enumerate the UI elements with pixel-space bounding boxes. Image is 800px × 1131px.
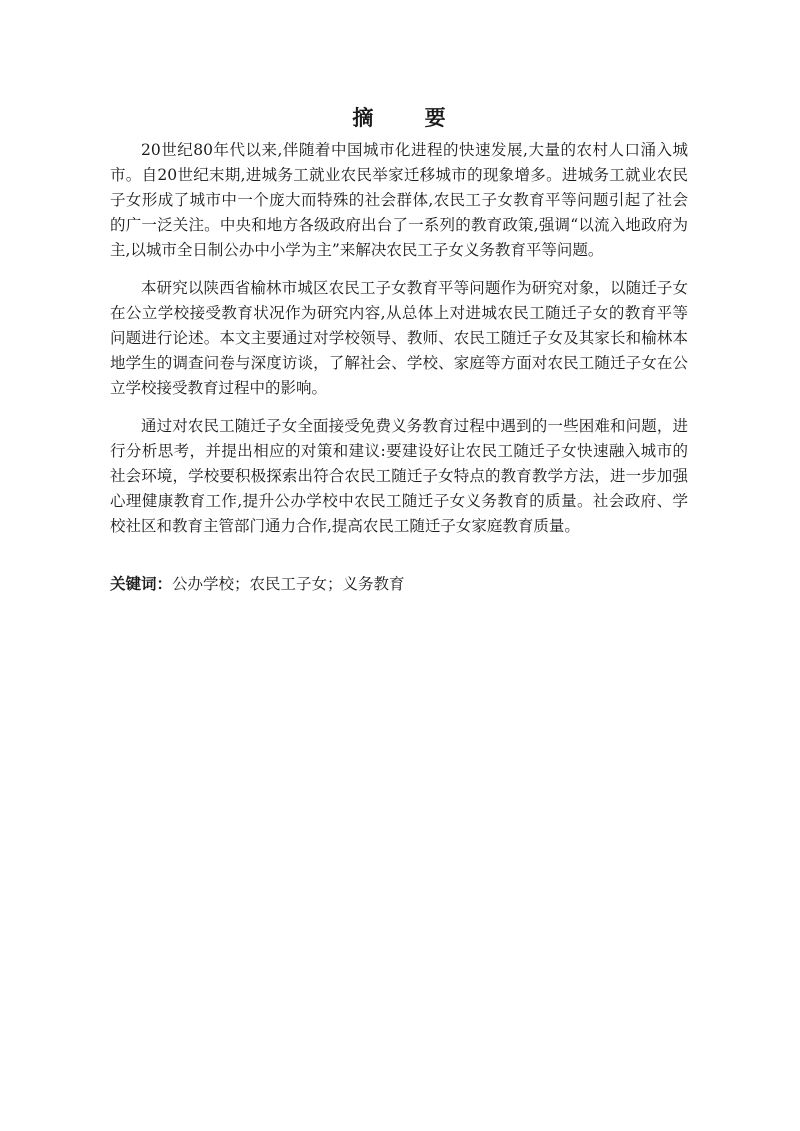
- keywords-label: 关键词：: [110, 575, 173, 593]
- abstract-page: [110, 100, 688, 597]
- abstract-title: 摘 要: [352, 106, 468, 130]
- abstract-paragraph-3: 通过对农民工随迁子女全面接受免费义务教育过程中遇到的一些困难和问题，进行分析思考，并提出相应的对策和建议:要建设好让农民工随迁子女快速融入城市的社会环境，学校要积极探索出符合农民工随迁子女特点的教育教学方法，进一步加强心理健康教育工作,提升公办学校中农民工随迁子女义务教育的质量。社会政府、学校社区和教育主管部门通力合作,提高农民工随迁子女家庭教育质量。: [110, 417, 688, 535]
- keywords-line: [110, 572, 688, 597]
- abstract-paragraph-2: 本研究以陕西省榆林市城区农民工子女教育平等问题作为研究对象，以随迁子女在公立学校接受教育状况作为研究内容,从总体上对进城农民工随迁子女的教育平等问题进行论述。本文主要通过对学校领导、教师、农民工随迁子女及其家长和榆林本地学生的调查问卷与深度访谈，了解社会、学校、家庭等方面对农民工随迁子女在公立学校接受教育过程中的影响。: [110, 279, 688, 397]
- abstract-paragraph-1: 20世纪80年代以来,伴随着中国城市化进程的快速发展,大量的农村人口涌入城市。自20世纪末期,进城务工就业农民举家迁移城市的现象增多。进城务工就业农民子女形成了城市中一个庞大而特殊的社会群体,农民工子女教育平等问题引起了社会的广一泛关注。中央和地方各级政府出台了一系列的教育政策,强调“以流入地政府为主,以城市全日制公办中小学为主”来解决农民工子女义务教育平等问题。: [110, 141, 688, 259]
- keywords-value: 公办学校；农民工子女；义务教育: [172, 575, 405, 593]
